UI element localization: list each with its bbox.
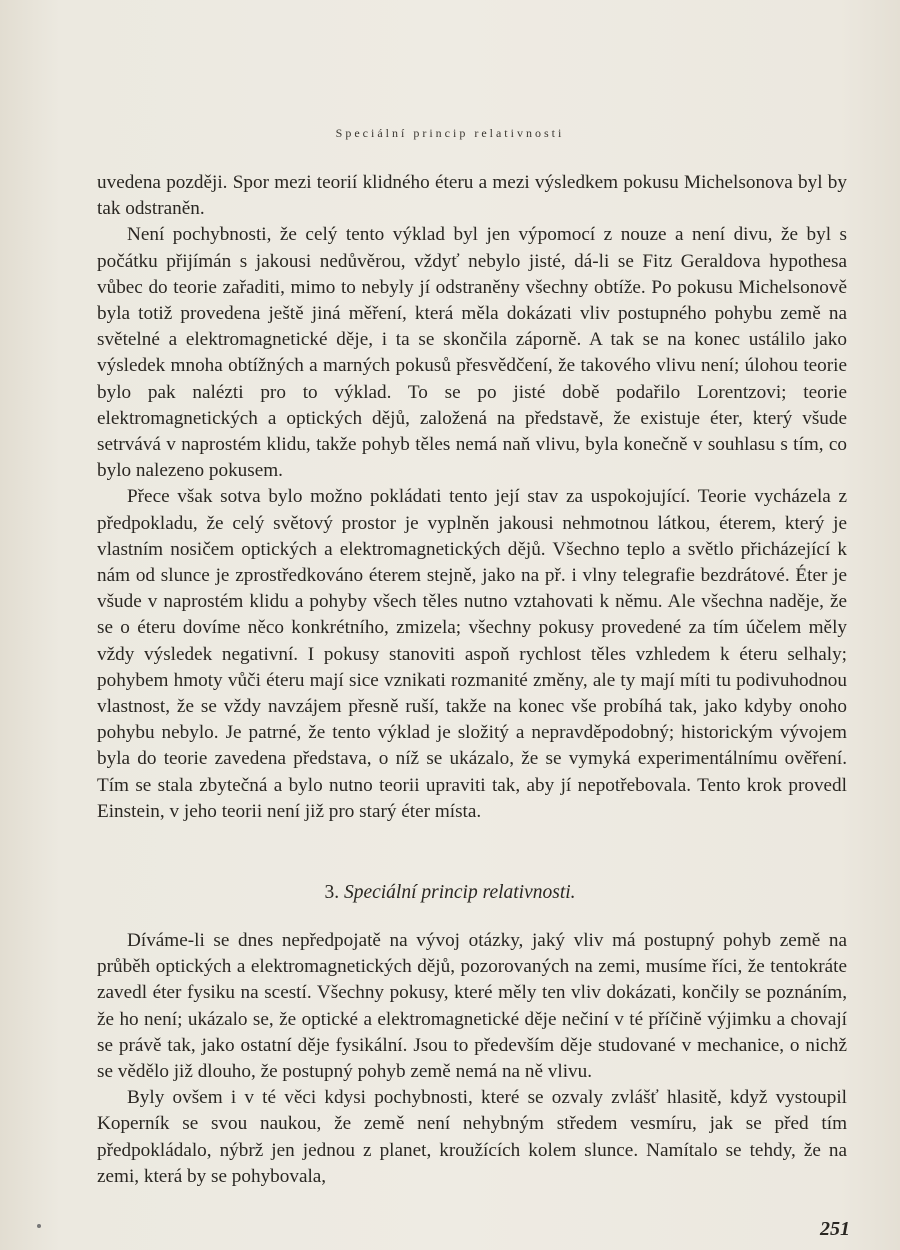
body-text-lower — [97, 928, 847, 1190]
paragraph: uvedena později. Spor mezi teorií klidného éteru a mezi výsledkem pokusu Michelsonova byl by tak odstraněn. — [97, 172, 847, 220]
paragraph: Není pochybnosti, že celý tento výklad byl jen výpomocí z nouze a není divu, že byl s počátku přijímán s jakousi nedůvěrou, vždyť nebylo jisté, dá-li se Fitz Geraldova hypothesa vůbec do teorie zařaditi, mimo to nebyly jí odstraněny všechny obtíže. Po pokusu Michelsonově byla totiž provedena ještě jiná měření, která měla dokázati vliv postupného pohybu země na světelné a elektromagnetické děje, i ta se skončila záporně. A tak se na konec ustálilo jako výsledek mnoha obtížných a marných pokusů přesvědčení, že takového vlivu není; úlohou teorie bylo pak nalézti pro to výklad. To se po jisté době podařilo Lorentzovi; teorie elektromagnetických a optických dějů, založená na představě, že existuje éter, který všude setrvává v naprostém klidu, takže pohyb těles nemá naň vlivu, byla konečně v souhlasu s tím, co bylo nalezeno pokusem. — [97, 224, 847, 482]
running-head: Speciální princip relativnosti — [335, 126, 565, 140]
section-title: Speciální princip relativnosti. — [343, 882, 576, 903]
print-speck — [37, 1224, 41, 1228]
section-heading — [0, 882, 900, 904]
section-number: 3. — [324, 882, 340, 903]
body-text-upper — [97, 170, 847, 825]
paragraph: Přece však sotva bylo možno pokládati tento její stav za uspokojující. Teorie vycházela z předpokladu, že celý světový prostor je vyplněn jakousi nehmotnou látkou, éterem, který je vlastním nosičem optických a elektromagnetických dějů. Všechno teplo a světlo přicházející k nám od slunce je zprostředkováno éterem stejně, jako na př. i vlny telegrafie bezdrátové. Éter je všude v naprostém klidu a pohyby všech těles nutno vztahovati k němu. Ale všechna naděje, že se o éteru dovíme něco konkrétního, zmizela; všechny pokusy provedené za tím účelem měly vždy výsledek negativní. I pokusy stanoviti aspoň rychlost těles vzhledem k éteru selhaly; pohybem hmoty vůči éteru mají sice vznikati rozmanité změny, ale ty mají míti tu podivuhodnou vlastnost, že se vždy navzájem přesně ruší, takže na konec vše probíhá tak, jako kdyby onoho pohybu nebylo. Je patrné, že tento výklad je složitý a nepravděpodobný; historickým vývojem byla do teorie zavedena představa, o níž se ukázalo, že se vymyká experimentálnímu ověření. Tím se stala zbytečná a bylo nutno teorii upraviti tak, aby jí nepotřebovala. Tento krok provedl Einstein, v jeho teorii není již pro starý éter místa. — [97, 486, 847, 822]
page-number: 251 — [820, 1218, 850, 1240]
paragraph: Byly ovšem i v té věci kdysi pochybnosti, které se ozvaly zvlášť hlasitě, když vystoupil Koperník se svou naukou, že země není nehybným středem vesmíru, jak se před tím předpokládalo, nýbrž jen jednou z planet, kroužících kolem slunce. Namítalo se tehdy, že na zemi, která by se pohybovala, — [97, 1087, 847, 1187]
paragraph: Díváme-li se dnes nepředpojatě na vývoj otázky, jaký vliv má postupný pohyb země na průběh optických a elektromagnetických dějů, pozorovaných na zemi, musíme říci, že tentokráte zavedl éter fysiku na scestí. Všechny pokusy, které měly ten vliv dokázati, končily se poznáním, že ho není; ukázalo se, že optické a elektromagnetické děje nečiní v té příčině výjimku a chovají se právě tak, jako ostatní děje fysikální. Jsou to především děje studované v mechanice, o nichž se vědělo již dlouho, že postupný pohyb země nemá na ně vlivu. — [97, 930, 847, 1083]
